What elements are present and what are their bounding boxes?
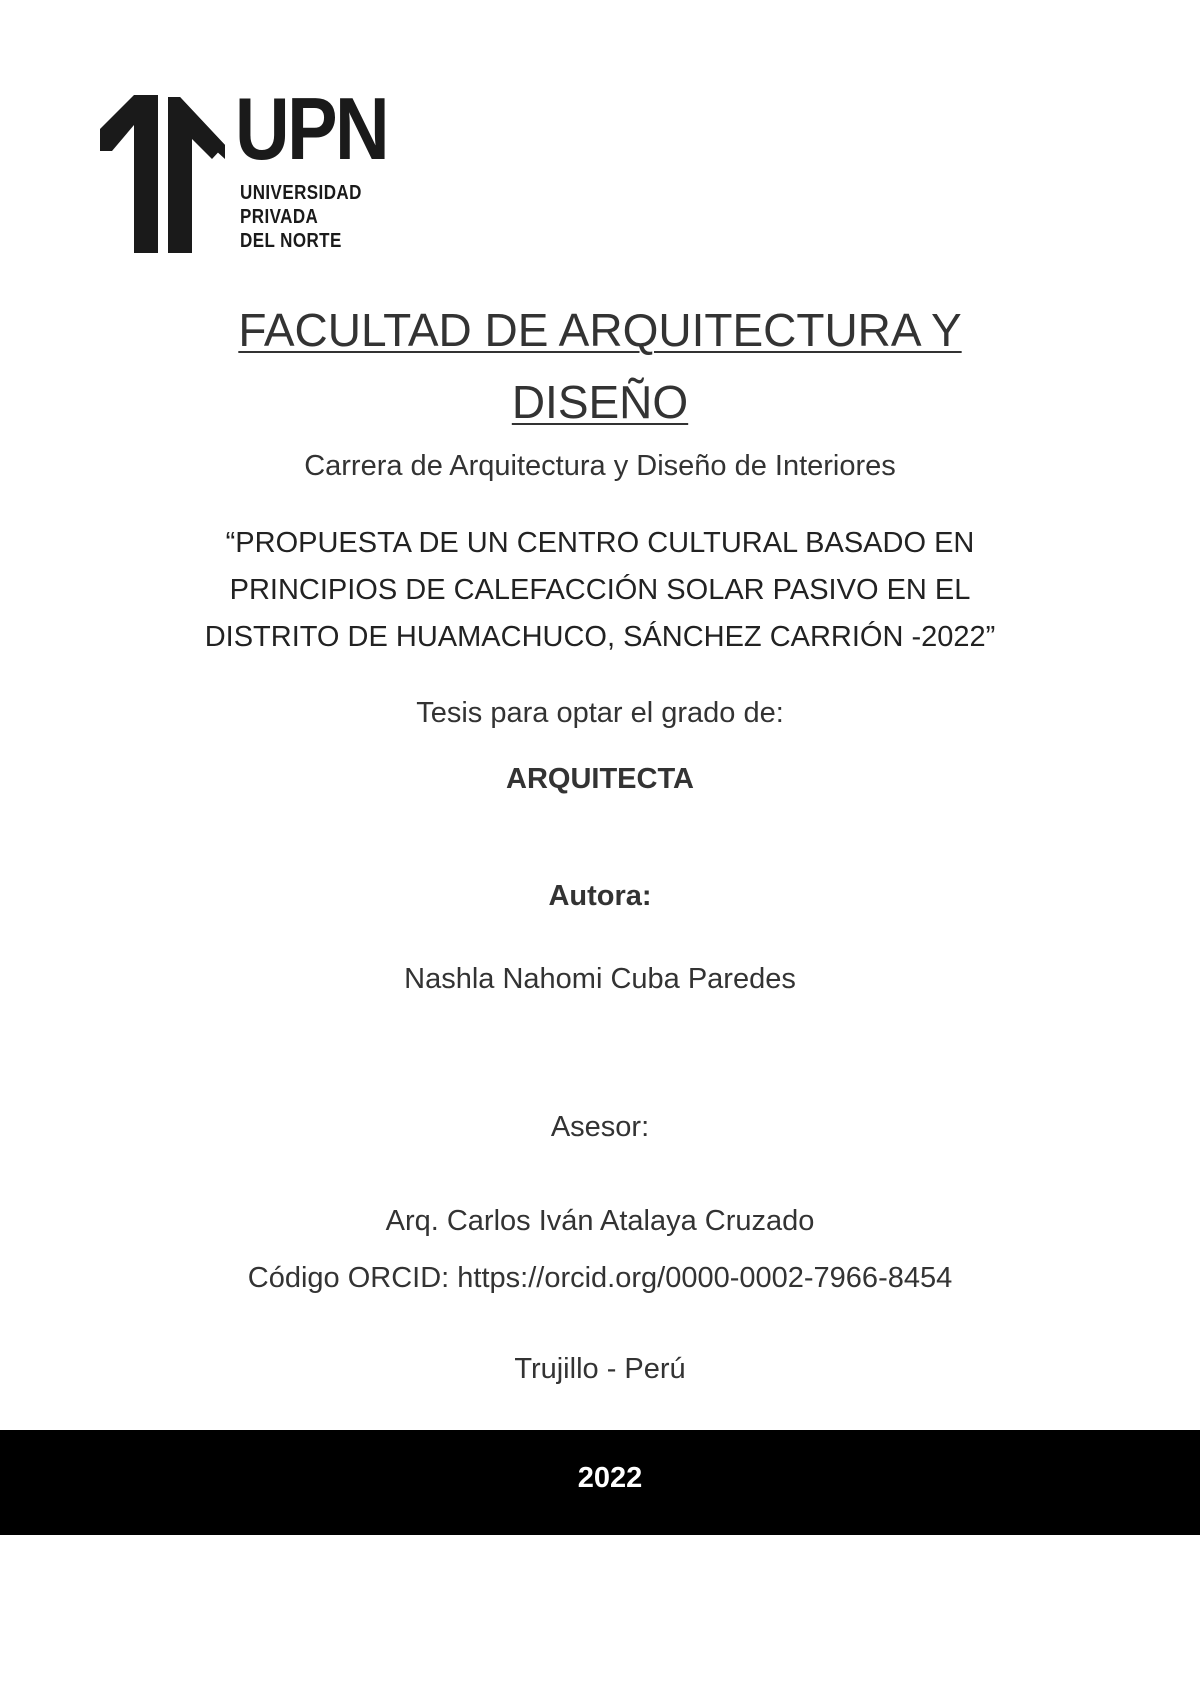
city-country: Trujillo - Perú	[514, 1353, 686, 1385]
degree-title: ARQUITECTA	[506, 763, 694, 795]
logo-line-university: UNIVERSIDAD	[240, 182, 362, 204]
thesis-title-line-1: “PROPUESTA DE UN CENTRO CULTURAL BASADO EN	[225, 527, 975, 559]
faculty-heading-line-2: DISEÑO	[511, 376, 689, 428]
footer-year: 2022	[577, 1462, 643, 1494]
faculty-heading	[0, 294, 1200, 438]
logo-abbreviation: UPN	[235, 79, 388, 178]
advisor-orcid: Código ORCID: https://orcid.org/0000-0002-7966-8454	[247, 1262, 953, 1294]
advisor-label: Asesor:	[550, 1111, 650, 1143]
upn-arrow-logo-icon	[100, 95, 225, 253]
thesis-title	[0, 520, 1200, 661]
thesis-purpose: Tesis para optar el grado de:	[416, 697, 784, 729]
author-label: Autora:	[548, 880, 652, 912]
logo-line-private: PRIVADA	[240, 206, 319, 228]
university-logo	[100, 79, 388, 255]
thesis-title-line-2: PRINCIPIOS DE CALEFACCIÓN SOLAR PASIVO EN EL	[229, 574, 971, 606]
author-name: Nashla Nahomi Cuba Paredes	[404, 963, 796, 995]
faculty-heading-line-1: FACULTAD DE ARQUITECTURA Y	[238, 304, 962, 356]
thesis-title-line-3: DISTRITO DE HUAMACHUCO, SÁNCHEZ CARRIÓN -2022”	[204, 621, 996, 653]
career-name: Carrera de Arquitectura y Diseño de Interiores	[304, 450, 896, 482]
logo-line-north: DEL NORTE	[240, 230, 342, 252]
advisor-name: Arq. Carlos Iván Atalaya Cruzado	[385, 1205, 815, 1237]
